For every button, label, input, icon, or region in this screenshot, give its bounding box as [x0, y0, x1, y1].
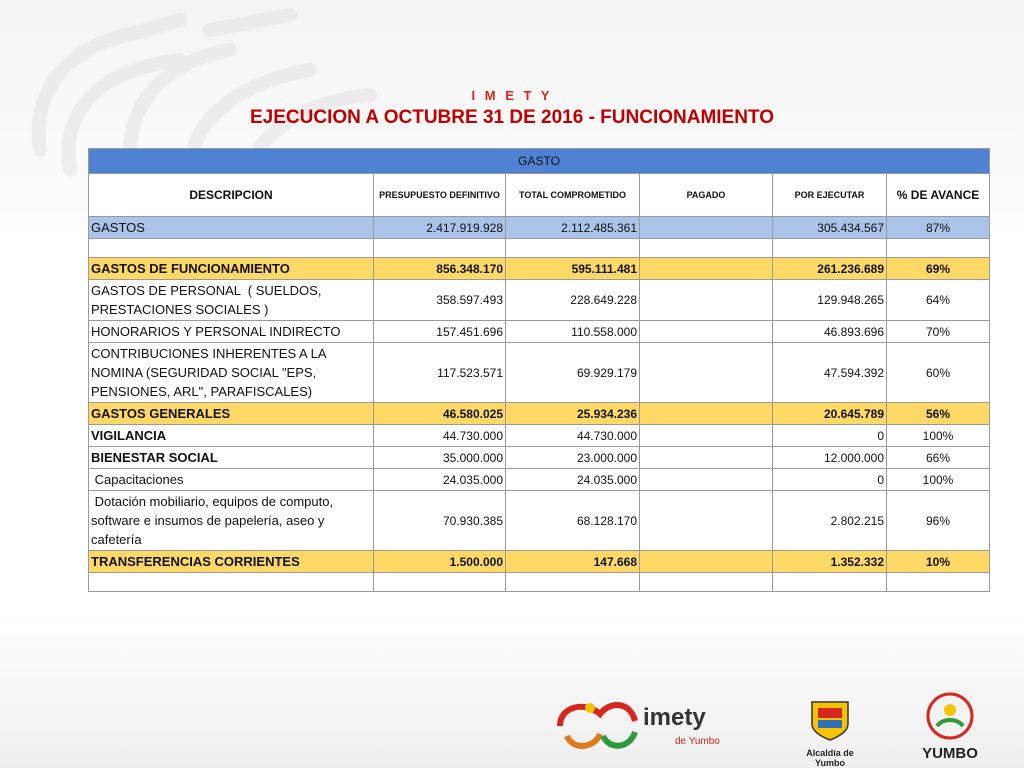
- cell-presupuesto: [374, 239, 506, 258]
- table-row: [89, 280, 990, 321]
- cell-presupuesto: 35.000.000: [374, 447, 506, 469]
- cell-comprometido: 68.128.170: [506, 491, 640, 551]
- cell-comprometido: [506, 239, 640, 258]
- cell-descripcion: VIGILANCIA: [89, 425, 374, 447]
- cell-descripcion: GASTOS: [89, 217, 374, 239]
- cell-pagado: [640, 239, 773, 258]
- cell-comprometido: 25.934.236: [506, 403, 640, 425]
- table-column-headers: [89, 174, 990, 217]
- cell-presupuesto: 1.500.000: [374, 551, 506, 573]
- cell-pagado: [640, 573, 773, 592]
- cell-descripcion: Capacitaciones: [89, 469, 374, 491]
- cell-descripcion: Dotación mobiliario, equipos de computo, software e insumos de papelería, aseo y cafetería: [89, 491, 374, 551]
- cell-por-ejecutar: 305.434.567: [773, 217, 887, 239]
- cell-descripcion: CONTRIBUCIONES INHERENTES A LA NOMINA (SEGURIDAD SOCIAL "EPS, PENSIONES, ARL", PARAFISCALES): [89, 343, 374, 403]
- cell-comprometido: 110.558.000: [506, 321, 640, 343]
- cell-por-ejecutar: 47.594.392: [773, 343, 887, 403]
- cell-descripcion: GASTOS DE PERSONAL ( SUELDOS, PRESTACIONES SOCIALES ): [89, 280, 374, 321]
- cell-presupuesto: 44.730.000: [374, 425, 506, 447]
- cell-comprometido: 147.668: [506, 551, 640, 573]
- cell-presupuesto: 358.597.493: [374, 280, 506, 321]
- org-acronym: I M E T Y: [471, 88, 553, 103]
- table-row: [89, 551, 990, 573]
- col-header-comprometido: TOTAL COMPROMETIDO: [506, 174, 640, 217]
- budget-table: [88, 148, 990, 592]
- table-row: [89, 491, 990, 551]
- table-group-header: [89, 149, 990, 174]
- cell-pagado: [640, 425, 773, 447]
- cell-avance: 69%: [887, 258, 990, 280]
- cell-pagado: [640, 321, 773, 343]
- cell-descripcion: GASTOS DE FUNCIONAMIENTO: [89, 258, 374, 280]
- cell-descripcion: HONORARIOS Y PERSONAL INDIRECTO: [89, 321, 374, 343]
- group-label: GASTO: [89, 149, 990, 174]
- cell-pagado: [640, 447, 773, 469]
- table-row: [89, 403, 990, 425]
- cell-comprometido: 24.035.000: [506, 469, 640, 491]
- cell-comprometido: 69.929.179: [506, 343, 640, 403]
- table-row: [89, 217, 990, 239]
- cell-por-ejecutar: 12.000.000: [773, 447, 887, 469]
- cell-descripcion: TRANSFERENCIAS CORRIENTES: [89, 551, 374, 573]
- cell-presupuesto: 24.035.000: [374, 469, 506, 491]
- alcaldia-logo-text: Alcaldía de Yumbo: [806, 748, 854, 768]
- table-row: [89, 321, 990, 343]
- table-row: [89, 573, 990, 592]
- cell-avance: 66%: [887, 447, 990, 469]
- cell-por-ejecutar: [773, 239, 887, 258]
- cell-por-ejecutar: 129.948.265: [773, 280, 887, 321]
- cell-comprometido: 23.000.000: [506, 447, 640, 469]
- cell-pagado: [640, 280, 773, 321]
- yumbo-logo-icon: [895, 692, 1005, 740]
- cell-descripcion: BIENESTAR SOCIAL: [89, 447, 374, 469]
- cell-presupuesto: [374, 573, 506, 592]
- cell-por-ejecutar: 2.802.215: [773, 491, 887, 551]
- cell-avance: 70%: [887, 321, 990, 343]
- table-row: [89, 469, 990, 491]
- alcaldia-logo: [800, 698, 860, 766]
- cell-pagado: [640, 491, 773, 551]
- col-header-descripcion: DESCRIPCION: [89, 174, 374, 217]
- table-row: [89, 239, 990, 258]
- cell-descripcion: [89, 239, 374, 258]
- cell-descripcion: [89, 573, 374, 592]
- yumbo-logo-text: YUMBO: [922, 745, 978, 762]
- footer-logos: [0, 690, 1024, 768]
- imety-logo-subtext: de Yumbo: [675, 736, 720, 747]
- col-header-pagado: PAGADO: [640, 174, 773, 217]
- cell-por-ejecutar: 20.645.789: [773, 403, 887, 425]
- cell-presupuesto: 2.417.919.928: [374, 217, 506, 239]
- cell-por-ejecutar: 261.236.689: [773, 258, 887, 280]
- cell-avance: 60%: [887, 343, 990, 403]
- imety-logo: [555, 696, 740, 754]
- cell-por-ejecutar: 46.893.696: [773, 321, 887, 343]
- cell-avance: 100%: [887, 425, 990, 447]
- col-header-avance: % DE AVANCE: [887, 174, 990, 217]
- col-header-por-ejecutar: POR EJECUTAR: [773, 174, 887, 217]
- cell-por-ejecutar: [773, 573, 887, 592]
- cell-presupuesto: 157.451.696: [374, 321, 506, 343]
- cell-comprometido: 228.649.228: [506, 280, 640, 321]
- cell-comprometido: 595.111.481: [506, 258, 640, 280]
- table-row: [89, 258, 990, 280]
- cell-avance: 100%: [887, 469, 990, 491]
- cell-descripcion: GASTOS GENERALES: [89, 403, 374, 425]
- col-header-presupuesto: PRESUPUESTO DEFINITIVO: [374, 174, 506, 217]
- cell-avance: 56%: [887, 403, 990, 425]
- alcaldia-shield-icon: [800, 698, 860, 743]
- cell-pagado: [640, 217, 773, 239]
- cell-avance: [887, 573, 990, 592]
- cell-por-ejecutar: 0: [773, 425, 887, 447]
- cell-por-ejecutar: 0: [773, 469, 887, 491]
- table-row: [89, 343, 990, 403]
- cell-presupuesto: 117.523.571: [374, 343, 506, 403]
- cell-avance: 10%: [887, 551, 990, 573]
- cell-pagado: [640, 403, 773, 425]
- cell-avance: 87%: [887, 217, 990, 239]
- imety-logo-text: imety: [643, 704, 706, 731]
- yumbo-logo: [895, 692, 1005, 764]
- cell-avance: 64%: [887, 280, 990, 321]
- cell-pagado: [640, 469, 773, 491]
- table-row: [89, 425, 990, 447]
- cell-avance: 96%: [887, 491, 990, 551]
- table-row: [89, 447, 990, 469]
- cell-comprometido: 44.730.000: [506, 425, 640, 447]
- cell-presupuesto: 70.930.385: [374, 491, 506, 551]
- cell-por-ejecutar: 1.352.332: [773, 551, 887, 573]
- cell-comprometido: 2.112.485.361: [506, 217, 640, 239]
- cell-presupuesto: 46.580.025: [374, 403, 506, 425]
- cell-pagado: [640, 258, 773, 280]
- cell-pagado: [640, 551, 773, 573]
- cell-presupuesto: 856.348.170: [374, 258, 506, 280]
- page-title: EJECUCION A OCTUBRE 31 DE 2016 - FUNCIONAMIENTO: [250, 107, 774, 128]
- cell-avance: [887, 239, 990, 258]
- cell-comprometido: [506, 573, 640, 592]
- cell-pagado: [640, 343, 773, 403]
